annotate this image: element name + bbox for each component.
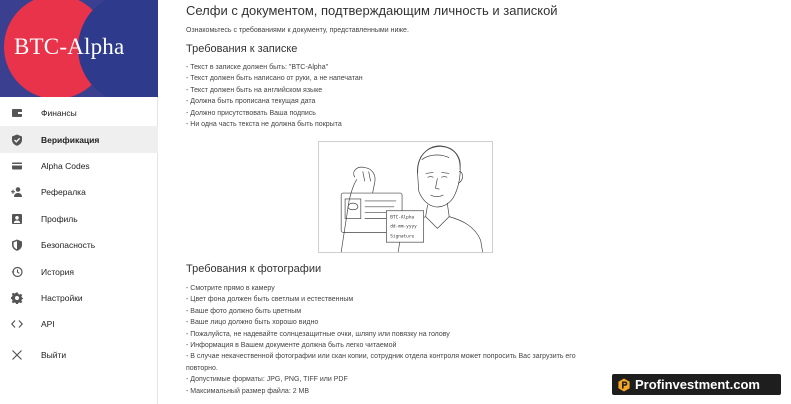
profile-icon <box>10 212 24 226</box>
security-shield-icon <box>10 238 24 252</box>
sidebar-item-label: API <box>41 319 55 330</box>
logo[interactable] <box>0 0 158 97</box>
sidebar-item-security[interactable] <box>0 232 158 258</box>
list-item: повторно. <box>186 364 218 372</box>
wallet-icon <box>10 106 24 120</box>
sidebar-item-profile[interactable] <box>0 206 158 232</box>
hexagon-logo-icon <box>617 378 631 392</box>
sidebar-item-label: Верификация <box>41 134 100 145</box>
logout-section <box>0 342 158 368</box>
sidebar-item-label: Настройки <box>41 292 83 303</box>
card-icon <box>10 159 24 173</box>
list-item: - Ваше фото должно быть цветным <box>186 307 302 315</box>
note-line-brand: BTC-Alpha <box>390 215 415 221</box>
list-item: - Должна быть прописана текущая дата <box>186 98 316 106</box>
history-icon <box>10 265 24 279</box>
sidebar-item-history[interactable] <box>0 258 158 284</box>
sidebar-item-settings[interactable] <box>0 285 158 311</box>
sidebar-item-label: Рефералка <box>41 187 86 198</box>
photo-requirements-list <box>186 283 576 397</box>
sidebar-item-api[interactable] <box>0 311 158 337</box>
list-item: - Информация в Вашем документе должна быть легко читаемой <box>186 342 397 350</box>
list-item: - Текст должен быть написано от руки, а не напечатан <box>186 75 363 83</box>
sidebar-item-alpha-codes[interactable] <box>0 153 158 179</box>
selfie-example-illustration <box>318 141 493 253</box>
add-user-icon <box>10 185 24 199</box>
list-item: - Пожалуйста, не надевайте солнцезащитные очки, шляпу или повязку на голову <box>186 330 450 338</box>
sidebar-item-label: Профиль <box>41 213 78 224</box>
list-item: - Текст в записке должен быть: "BTC-Alpha" <box>186 64 329 71</box>
intro-text: Ознакомьтесь с требованиями к документу, представленными ниже. <box>186 27 409 34</box>
note-requirements-list <box>186 62 363 130</box>
list-item: - Максимальный размер файла: 2 MB <box>186 387 310 395</box>
sidebar-item-verification[interactable] <box>0 126 158 152</box>
photo-requirements-heading: Требования к фотографии <box>186 263 322 275</box>
sidebar <box>0 0 158 404</box>
logout-label: Выйти <box>41 350 67 361</box>
page-title: Селфи с документом, подтверждающим личность и запиской <box>186 3 558 18</box>
code-icon <box>10 317 24 331</box>
logo-text: BTC-Alpha <box>14 34 125 59</box>
sidebar-item-finances[interactable] <box>0 100 158 126</box>
note-line-signature: Signature <box>390 234 415 240</box>
list-item: - Цвет фона должен быть светлым и естественным <box>186 296 354 304</box>
watermark <box>612 374 781 395</box>
note-line-date: dd-mm-yyyy <box>390 224 417 230</box>
list-item: - Ваше лицо должно быть хорошо видно <box>186 319 319 327</box>
gear-icon <box>10 291 24 305</box>
sidebar-item-label: Финансы <box>41 108 77 119</box>
sidebar-item-label: Безопасность <box>41 240 96 251</box>
note-requirements-heading: Требования к записке <box>186 43 298 55</box>
sidebar-item-referral[interactable] <box>0 179 158 205</box>
logout-button[interactable] <box>0 342 158 368</box>
list-item: - Допустимые форматы: JPG, PNG, TIFF или PDF <box>186 376 348 384</box>
list-item: - В случае некачественной фотографии или скан копии, сотрудник отдела контроля может попросить Вас загрузить его <box>186 353 576 361</box>
close-icon <box>10 348 24 362</box>
shield-check-icon <box>10 133 24 147</box>
sidebar-item-label: История <box>41 266 74 277</box>
sidebar-item-label: Alpha Codes <box>41 160 90 171</box>
list-item: - Ни одна часть текста не должна быть покрыта <box>186 121 342 129</box>
list-item: - Должно присутствовать Ваша подпись <box>186 109 316 117</box>
list-item: - Текст должен быть на английском языке <box>186 86 323 94</box>
watermark-text: Profinvestment.com <box>635 377 760 392</box>
selfie-drawing <box>319 142 492 252</box>
list-item: - Смотрите прямо в камеру <box>186 285 275 292</box>
sidebar-nav <box>0 100 158 338</box>
